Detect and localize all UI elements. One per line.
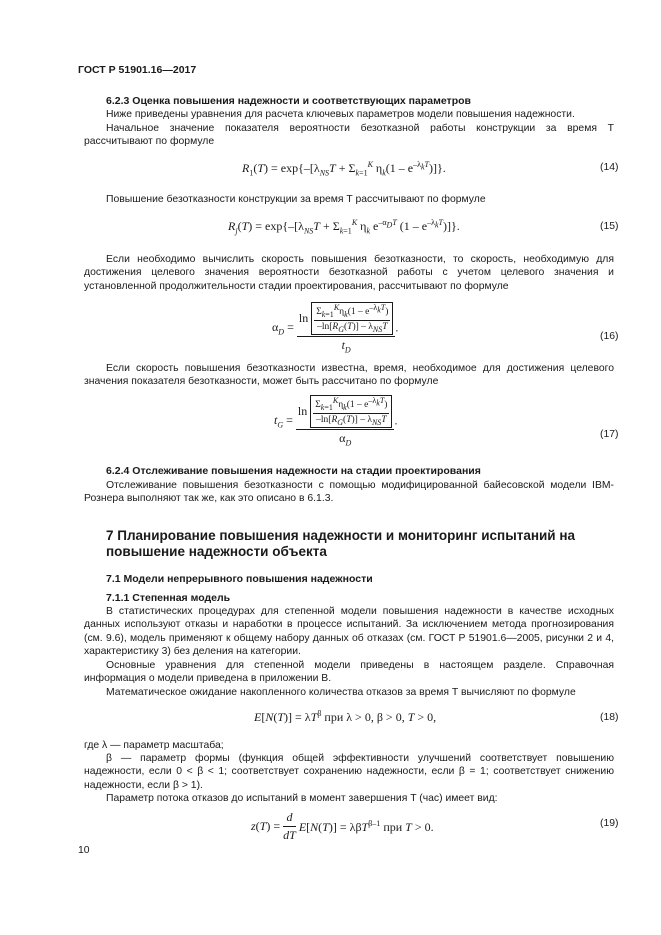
section-6-2-4-title: 6.2.4 Отслеживание повышения надежности на стадии проектирования [106,465,481,477]
s711-paragraph-3: Математическое ожидание накопленного количества отказов за время T вычисляют по формуле [106,687,576,698]
equation-number-17: (17) [600,429,619,440]
formula-14: $R_1(T) = \exp\{-[\lambda_{NS}T + \Sigma_{k=1}^K$ $\eta_k(1 - e^{-\lambda_kT})$]}. [242,160,446,178]
formula-19: z(T) = $\frac{d}{dT}$ E[N(T)] = λβT$^{\beta-1}$ при T > 0. [251,810,434,842]
equation-number-19: (19) [600,818,619,829]
section-7-1-1-title: 7.1.1 Степенная модель [106,592,231,604]
s623-paragraph-2: Начальное значение показателя вероятности безотказной работы конструкции за время T рассчитывают по формуле [84,123,614,148]
equation-number-16: (16) [600,331,619,342]
s623-paragraph-4: Если необходимо вычислить скорость повышения безотказности, то скорость, необходимую для достижения целевого значения вероятности безотказной работы с учетом целевого значения и установленной продолжительности стадии проектирования, рассчитывают по формуле [84,254,614,292]
section-7-title: 7 Планирование повышения надежности и мониторинг испытаний на повышение надежности объекта [106,528,576,559]
s711-beta-definition: β — параметр формы (функция общей эффективности улучшений соответствует повышению надежности, если 0 < β < 1; соответствует сохранению надежности, если β = 1; соответствует снижению надежности, если β > 1). [84,753,614,791]
s623-paragraph-3: Повышение безотказности конструкции за время T рассчитывают по формуле [106,194,486,205]
formula-17: $t_G$ = ln $\frac{\Sigma_{k=1}^K\eta_k(1 - e^{-\lambda_kT})}{-\ln[R_G(T)] - \lambda_{NS}T}$ $\alpha_D$ . [274,396,398,448]
s711-where-lambda: где λ — параметр масштаба; [84,740,224,751]
section-7-1-title: 7.1 Модели непрерывного повышения надежности [106,573,373,585]
equation-number-15: (15) [600,221,619,232]
formula-16: $\alpha_D$ = ln $\frac{\Sigma_{k=1}^K\eta_k(1 - e^{-\lambda_kT})}{-\ln[R_G(T)] - \lambda_{NS}T}$ $t_D$ . [272,303,399,355]
equation-number-14: (14) [600,162,619,173]
s711-paragraph-2: Основные уравнения для степенной модели приведены в настоящем разделе. Справочная информация о модели приведена в приложении В. [84,660,614,685]
s711-paragraph-6: Параметр потока отказов до испытаний в момент завершения T (час) имеет вид: [106,793,498,804]
s624-paragraph-1: Отслеживание повышения безотказности с помощью модифицированной байесовской модели IBM-Рознера выполняют так же, как это описано в 6.1.3. [84,480,614,505]
equation-number-18: (18) [600,712,619,723]
s623-paragraph-5: Если скорость повышения безотказности известна, время, необходимое для достижения целевого значения показателя безотказности, может быть рассчитано по формуле [84,363,614,388]
page-number: 10 [78,845,90,856]
section-6-2-3-title: 6.2.3 Оценка повышения надежности и соответствующих параметров [106,95,471,107]
s623-paragraph-1: Ниже приведены уравнения для расчета ключевых параметров модели повышения надежности. [106,109,575,120]
formula-18: $E[N(T)] = \lambda T^\beta$ при λ > 0, β > 0, T > 0, [254,709,437,724]
standard-header: ГОСТ Р 51901.16—2017 [78,64,197,76]
s711-paragraph-1: В статистических процедурах для степенной модели повышения надежности в качестве исходных данных используют отказы и наработки в процессе испытаний. За исключением метода прогнозирования (см. 9.6), модель применяют к общему набору данных об отказах (см. ГОСТ Р 51901.6—2005, рисунки 2 и 4, характеристику 3) без деления на категории. [84,606,614,658]
formula-15: $R_j(T) = \exp\{-[\lambda_{NS}T + \Sigma_{k=1}^K$ $\eta_k$ $e^{-\alpha_DT}$ $(1 - e^{-\lambda_kT})$]}. [228,218,460,236]
